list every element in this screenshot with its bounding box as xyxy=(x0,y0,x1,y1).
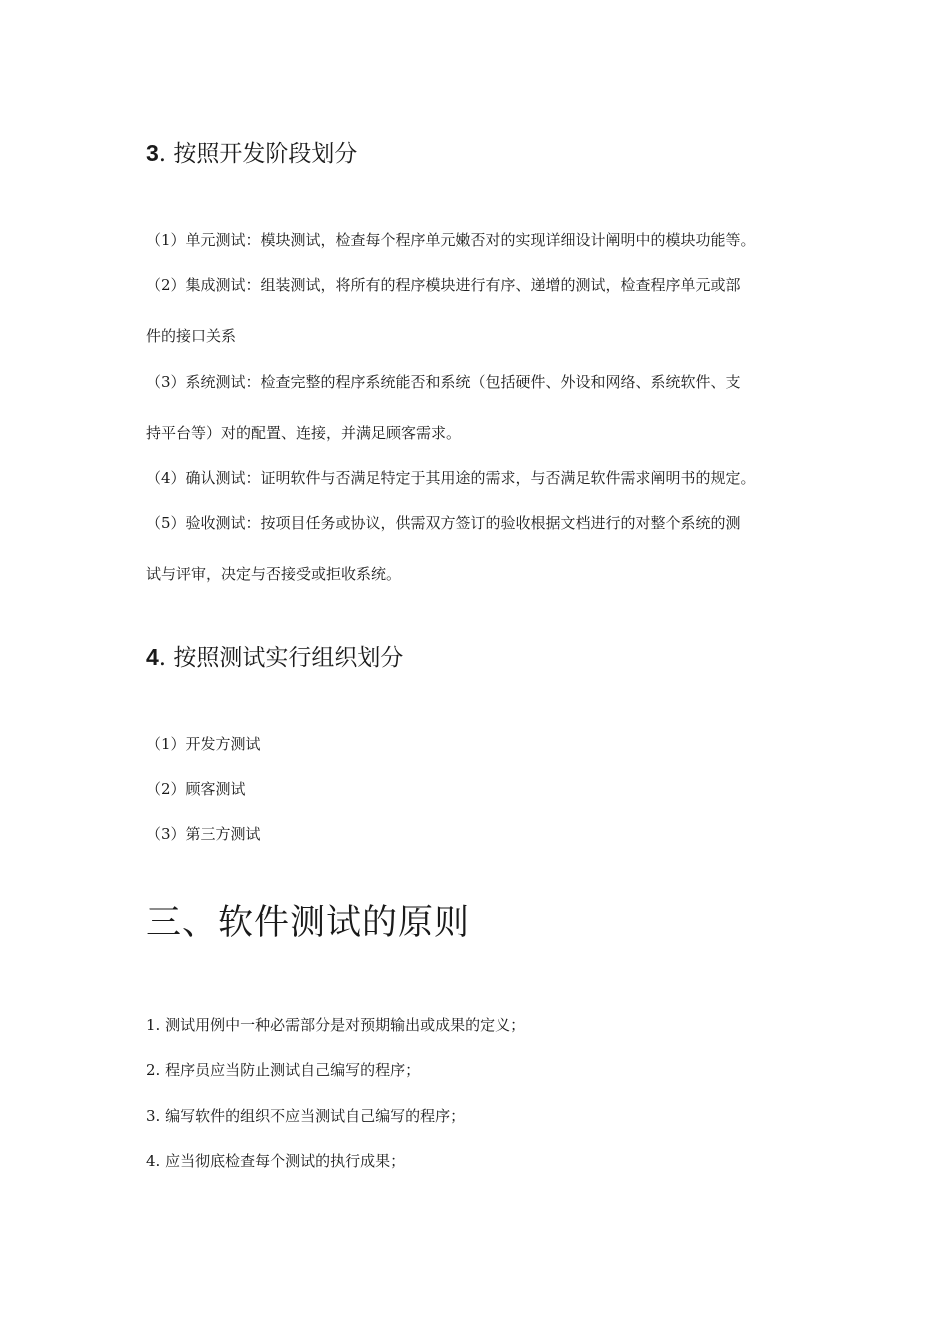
chapter-3-title: 三、软件测试的原则 xyxy=(146,903,471,943)
list-item: （2）顾客测试 xyxy=(146,780,246,798)
section-3-title: . 按照开发阶段划分 xyxy=(158,141,358,167)
list-item: （3）第三方测试 xyxy=(146,825,261,843)
paragraph-line: 件的接口关系 xyxy=(146,327,237,345)
paragraph-line: （4）确认测试：证明软件与否满足特定于其用途的需求，与否满足软件需求阐明书的规定。 xyxy=(146,469,756,487)
section-3-number: 3 xyxy=(146,140,159,166)
principle-item: 3. 编写软件的组织不应当测试自己编写的程序； xyxy=(146,1107,466,1125)
principle-item: 2. 程序员应当防止测试自己编写的程序； xyxy=(146,1061,421,1079)
section-3-heading xyxy=(146,135,357,168)
paragraph-line: （5）验收测试：按项目任务或协议，供需双方签订的验收根据文档进行的对整个系统的测 xyxy=(146,514,741,532)
section-4-heading xyxy=(146,639,403,672)
paragraph-line: 试与评审，决定与否接受或拒收系统。 xyxy=(146,565,402,583)
section-4-title: . 按照测试实行组织划分 xyxy=(158,645,404,671)
section-4-number: 4 xyxy=(146,644,159,670)
paragraph-line: （2）集成测试：组装测试，将所有的程序模块进行有序、递增的测试，检查程序单元或部 xyxy=(146,276,741,294)
principle-item: 4. 应当彻底检查每个测试的执行成果； xyxy=(146,1152,406,1170)
paragraph-line: （3）系统测试：检查完整的程序系统能否和系统（包括硬件、外设和网络、系统软件、支 xyxy=(146,373,741,391)
list-item: （1）开发方测试 xyxy=(146,735,261,753)
paragraph-line: （1）单元测试：模块测试，检查每个程序单元嫩否对的实现详细设计阐明中的模块功能等。 xyxy=(146,231,756,249)
principle-item: 1. 测试用例中一种必需部分是对预期输出或成果的定义； xyxy=(146,1016,526,1034)
paragraph-line: 持平台等）对的配置、连接，并满足顾客需求。 xyxy=(146,424,462,442)
